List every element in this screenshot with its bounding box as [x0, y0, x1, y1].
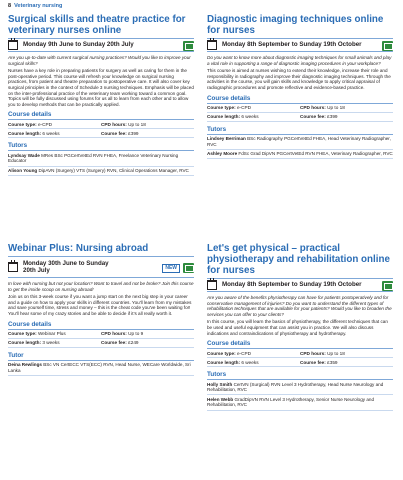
tutor-name: Alison Young: [8, 168, 38, 174]
tutor-name: Lindsey Berriman: [207, 136, 246, 142]
course-type-label: Course type:: [8, 121, 37, 127]
cpd-hours: Up to 18: [327, 350, 345, 356]
cpd-hours: Up to 18: [327, 105, 345, 111]
tutor-entry: [207, 380, 393, 395]
course-type-label: Course type:: [8, 331, 37, 337]
cpd-hours-label: CPD hours:: [300, 105, 326, 111]
tutors-heading: Tutors: [207, 126, 393, 135]
tutor-name: Helen Webb: [207, 396, 234, 402]
calendar-icon: [207, 280, 217, 290]
tutor-name: Holly Smith: [207, 381, 233, 387]
online-course-icon: [183, 263, 194, 273]
cpd-hours-label: CPD hours:: [101, 121, 127, 127]
course-description: This course is aimed at nurses wishing to extend their knowledge, increase their role and responsibility in radiography and improve their diagnostic imaging techniques. Through the activities in the course, you will gain skills and knowledge to apply critical appraisal of radiographic procedures and promote reflective and evidence-based practice.: [207, 68, 391, 90]
course-title: Diagnostic imaging techniques online for nurses: [207, 14, 384, 36]
course-details-table: [8, 330, 194, 348]
course-description: Join us on this 3-week course if you want a jump start on the next big step in your career and a guide on how to apply your skills in different countries. You'll learn from my mistakes and save yourself time, stress and money – this is the cheat code you've been waiting for! You'll hear some of my crazy stories and be able to decide if it's all really worth it.: [8, 294, 192, 316]
course-length: 3 weeks: [42, 340, 60, 346]
tutor-entry: [207, 150, 393, 160]
course-intro: In love with nursing but not your location? Want to travel and not be broke? Join this course to get the inside scoop on nursing abroad!: [8, 281, 194, 292]
course-dates-row: [207, 38, 393, 52]
course-length: 6 weeks: [42, 130, 60, 136]
online-course-icon: [382, 281, 393, 291]
course-type-label: Course type:: [207, 105, 236, 111]
course-type: Webinar Plus: [37, 331, 66, 337]
course-type: e-CPD: [236, 105, 252, 111]
new-badge: NEW: [162, 264, 180, 273]
page-number: 8: [8, 3, 12, 9]
tutor-credentials: GradDipVN RVN Level 3 Hydrotherapy, Senior Nurse Neurology and Rehabilitation, RVC: [207, 396, 374, 408]
tutor-entry: [207, 135, 393, 150]
course-fee-label: Course fee:: [101, 130, 127, 136]
course-details-table: [207, 349, 393, 367]
course-dates-row: [207, 278, 393, 292]
course-dates-row: [8, 256, 194, 278]
tutor-credentials: CertVN (Surgical) RVN Level 3 Hydrotherapy, Head Nurse Neurology and Rehabilitation, RVC: [207, 381, 384, 393]
course-length-label: Course length:: [207, 114, 241, 120]
calendar-icon: [207, 40, 217, 50]
course-dates-row: [8, 38, 194, 52]
tutor-credentials: DipAVN (Surgery) VTS (Surgery) RVN, Clinical Operations Manager, RVC: [38, 168, 189, 174]
course-type: e-CPD: [236, 350, 252, 356]
course-fee-label: Course fee:: [300, 114, 326, 120]
tutor-entry: [8, 361, 194, 376]
course-dates: Monday 8th September to Sunday 19th October: [222, 41, 362, 49]
tutors-heading: Tutors: [8, 142, 194, 151]
course-surgical-skills: [8, 14, 194, 176]
cpd-hours: Up to 18: [128, 121, 146, 127]
course-description: Nurses have a key role in preparing patients for surgery as well as caring for them in the post-operative period. This course will refresh your knowledge on surgical nursing practices, from patient and theatre preparation to postoperative care. It will also cover key surgical principles in the context of Schedule 3 nursing techniques. Emphasis will be placed on the inter-professional practice of the veterinary team working toward a common goal. Topics will be fully discussed using forums for us all to learn from each other and to allow you to develop methods that can be practically applied.: [8, 68, 194, 107]
tutor-credentials: MRes BSc PGCertVetEd RVN FHEA, Freelance Veterinary Nursing Educator: [8, 152, 179, 164]
section-title: Veterinary nursing: [14, 3, 63, 9]
tutor-entry: [8, 151, 194, 166]
course-details-table: [8, 120, 194, 138]
course-nursing-abroad: [8, 243, 194, 376]
course-intro: Are you aware of the benefits physiotherapy can have for patients postoperatively and for conservative management of injuries? Do you want to understand the different types of rehabilitation techniques that are available for your patients? Would you like to broaden the services you can offer to your clients?: [207, 295, 392, 317]
course-fee: £399: [327, 114, 338, 120]
cpd-hours-label: CPD hours:: [300, 350, 326, 356]
course-dates: Monday 30th June to Sunday 20th July: [23, 259, 109, 274]
cpd-hours-label: CPD hours:: [101, 331, 127, 337]
tutor-entry: [207, 395, 393, 410]
cpd-hours: Up to 9: [128, 331, 144, 337]
course-intro: Do you want to know more about diagnostic imaging techniques for small animals and play a vital role in supporting a range of diagnostic imaging procedures in your workplace?: [207, 55, 392, 66]
course-details-heading: Course details: [8, 321, 194, 330]
course-type: e-CPD: [37, 121, 53, 127]
tutor-credentials: FdSc Grad DipVN PGCertVetEd RVN FHEA, Veterinary Radiographer, RVC: [238, 151, 393, 157]
page-header: [8, 3, 62, 9]
tutor-name: Deina Rewlings: [8, 362, 42, 368]
tutors-heading: Tutors: [207, 371, 393, 380]
course-fee: £249: [128, 340, 139, 346]
course-length: 6 weeks: [241, 114, 259, 120]
course-fee-label: Course fee:: [300, 359, 326, 365]
course-length: 6 weeks: [241, 359, 259, 365]
tutor-name: Lyndsay Wade: [8, 152, 40, 158]
tutor-entry: [8, 167, 194, 177]
course-length-label: Course length:: [8, 130, 42, 136]
online-course-icon: [382, 41, 393, 51]
tutor-credentials: BSc VN CertECC VTS(ECC) RVN, Head Nurse, WECare Worldwide, Sri Lanka: [8, 362, 191, 373]
course-intro: Are you up-to-date with current surgical nursing practices? Would you like to improve your surgical skills?: [8, 55, 191, 66]
course-title: Webinar Plus: Nursing abroad: [8, 243, 149, 254]
course-fee: £399: [128, 130, 139, 136]
course-title: Surgical skills and theatre practice for veterinary nurses online: [8, 14, 186, 36]
course-dates: Monday 8th September to Sunday 19th October: [222, 281, 362, 289]
course-fee: £359: [327, 359, 338, 365]
course-dates: Monday 9th June to Sunday 20th July: [23, 41, 134, 49]
course-details-heading: Course details: [207, 95, 393, 104]
online-course-icon: [183, 41, 194, 51]
tutor-name: Ashley Moore: [207, 151, 238, 157]
course-details-heading: Course details: [207, 340, 393, 349]
course-diagnostic-imaging: [207, 14, 393, 159]
course-details-heading: Course details: [8, 111, 194, 120]
calendar-icon: [8, 262, 18, 272]
course-title: Let's get physical – practical physiotherapy and rehabilitation online for nurses: [207, 243, 390, 276]
course-physiotherapy: [207, 243, 393, 411]
course-description: In this course, you will learn the basics of physiotherapy, the different techniques that can be used and useful equipment that can assist you in practice. We will also discuss indications and contraindications of physiotherapy and hydrotherapy.: [207, 319, 388, 336]
course-type-label: Course type:: [207, 350, 236, 356]
course-length-label: Course length:: [8, 340, 42, 346]
course-details-table: [207, 104, 393, 122]
tutor-heading: Tutor: [8, 352, 194, 361]
course-length-label: Course length:: [207, 359, 241, 365]
tutor-credentials: BSc Radiography PGCertVetEd FHEA, Head Veterinary Radiographer, RVC: [207, 136, 391, 147]
calendar-icon: [8, 40, 18, 50]
course-fee-label: Course fee:: [101, 340, 127, 346]
